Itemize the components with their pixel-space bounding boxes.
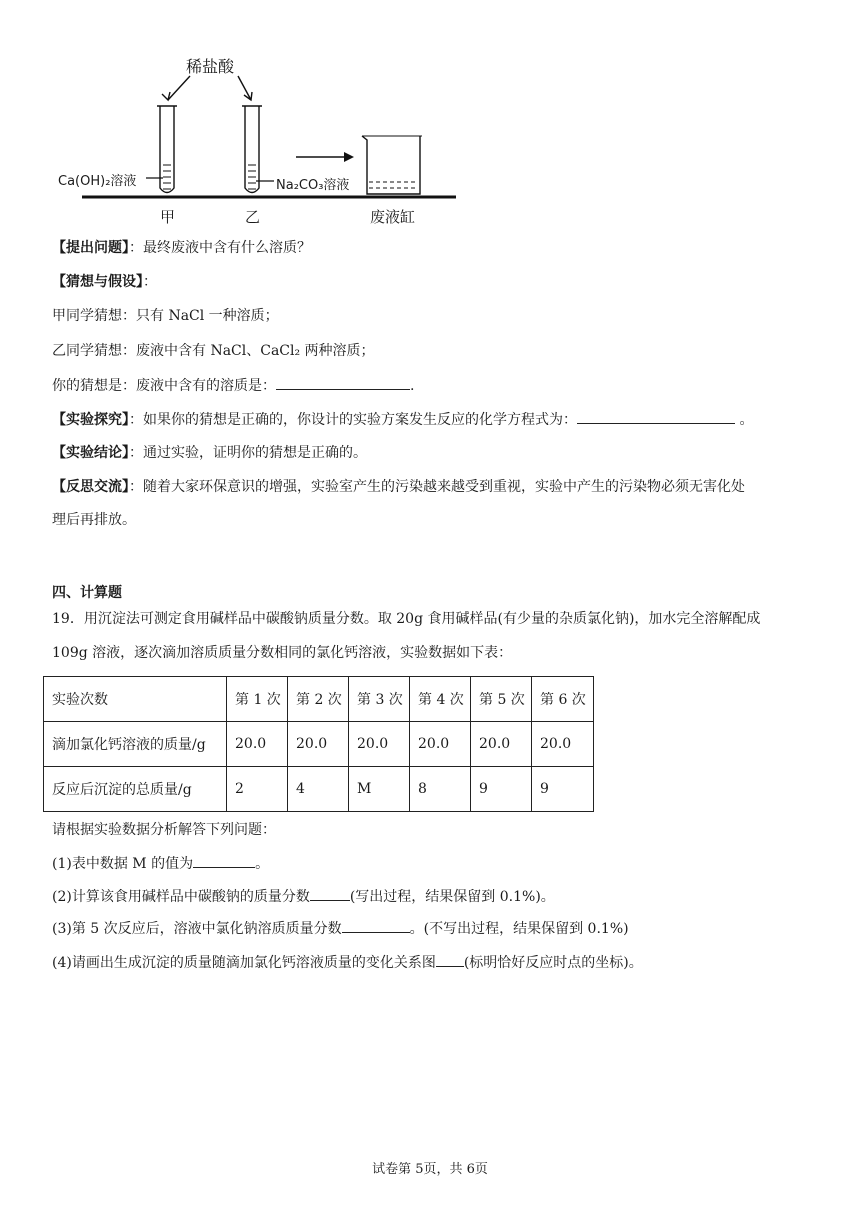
- explore-tag: 【实验探究】: [52, 412, 129, 428]
- hypothesis-colon: ：: [143, 274, 157, 290]
- waste-label: 废液缸: [370, 208, 416, 226]
- experiment-data-table: [43, 676, 594, 812]
- acid-label: 稀盐酸: [186, 57, 235, 76]
- guess-you-end: .: [410, 378, 415, 394]
- experiment-conclusion: [52, 443, 367, 463]
- answer-blank-2[interactable]: [310, 886, 350, 901]
- table-cell: 第 5 次: [471, 677, 532, 722]
- hypothesis-tag: 【猜想与假设】: [52, 274, 143, 290]
- reflection: [52, 477, 745, 497]
- table-cell: 9: [471, 767, 532, 812]
- subquestion-4-end: (标明恰好反应时点的坐标)。: [463, 955, 643, 971]
- subquestion-1: [52, 853, 269, 874]
- table-cell: 20.0: [349, 722, 410, 767]
- table-cell: 20.0: [227, 722, 288, 767]
- question-raise-text: ：最终废液中含有什么溶质？: [129, 240, 311, 256]
- tube-b-label: 乙: [245, 208, 261, 226]
- reflection-text: ：随着大家环保意识的增强，实验室产生的污染越来越受到重视，实验中产生的污染物必须无害化处: [129, 479, 745, 495]
- test-tube-b: [242, 106, 262, 193]
- answer-blank-3[interactable]: [342, 918, 410, 933]
- subquestion-intro: 请根据实验数据分析解答下列问题：: [52, 822, 276, 838]
- table-cell: 4: [288, 767, 349, 812]
- subquestion-3-text: (3)第 5 次反应后，溶液中氯化钠溶质质量分数: [52, 921, 342, 937]
- test-tube-a: [157, 106, 177, 193]
- equation-blank[interactable]: [577, 409, 735, 424]
- subquestion-1-end: 。: [255, 856, 270, 872]
- table-cell: 20.0: [471, 722, 532, 767]
- table-cell: 8: [410, 767, 471, 812]
- table-cell: 实验次数: [44, 677, 227, 722]
- guess-you: [52, 375, 414, 396]
- table-cell: 第 2 次: [288, 677, 349, 722]
- explore-end: 。: [735, 412, 754, 428]
- conclusion-text: ：通过实验，证明你的猜想是正确的。: [129, 445, 367, 461]
- subquestion-3: [52, 918, 629, 939]
- table-row: [44, 722, 594, 767]
- table-cell: 第 3 次: [349, 677, 410, 722]
- q19-line-2: 109g 溶液，逐次滴加溶质质量分数相同的氯化钙溶液，实验数据如下表：: [52, 645, 513, 661]
- table-cell: 第 4 次: [410, 677, 471, 722]
- right-solution-label: Na₂CO₃溶液: [276, 178, 350, 193]
- subquestion-3-end: 。(不写出过程，结果保留到 0.1%): [409, 921, 629, 937]
- subquestion-4-text: (4)请画出生成沉淀的质量随滴加氯化钙溶液质量的变化关系图: [52, 955, 436, 971]
- tube-a-label: 甲: [160, 208, 176, 226]
- q19-line-1: 19．用沉淀法可测定食用碱样品中碳酸钠质量分数。取 20g 食用碱样品(有少量的杂质氯化钠)，加水完全溶解配成: [52, 611, 761, 627]
- table-cell: M: [349, 767, 410, 812]
- page-footer: 试卷第 5页，共 6页: [372, 1162, 488, 1177]
- table-cell: 反应后沉淀的总质量/g: [44, 767, 227, 812]
- guess-answer-blank[interactable]: [276, 375, 410, 390]
- explore-text: ：如果你的猜想是正确的，你设计的实验方案发生反应的化学方程式为：: [129, 412, 577, 428]
- table-row: [44, 767, 594, 812]
- guess-b: 乙同学猜想：废液中含有 NaCl、CaCl₂ 两种溶质；: [52, 343, 375, 359]
- left-solution-label: Ca(OH)₂溶液: [58, 174, 137, 189]
- pour-arrow-icon: [296, 152, 354, 162]
- hypothesis-heading: [52, 272, 157, 292]
- table-cell: 20.0: [410, 722, 471, 767]
- answer-blank-1[interactable]: [193, 853, 255, 868]
- question-raise: [52, 238, 311, 258]
- subquestion-2: [52, 886, 555, 907]
- answer-blank-4[interactable]: [436, 952, 464, 967]
- guess-you-text: 你的猜想是：废液中含有的溶质是：: [52, 378, 276, 394]
- reflection-continued: 理后再排放。: [52, 512, 136, 528]
- table-cell: 2: [227, 767, 288, 812]
- subquestion-2-end: (写出过程，结果保留到 0.1%)。: [349, 889, 555, 905]
- waste-beaker: [362, 136, 422, 194]
- experiment-explore: [52, 409, 753, 430]
- section-title: 四、计算题: [52, 585, 122, 601]
- question-raise-tag: 【提出问题】: [52, 240, 129, 256]
- table-cell: 第 1 次: [227, 677, 288, 722]
- subquestion-1-text: (1)表中数据 M 的值为: [52, 856, 194, 872]
- table-header-row: [44, 677, 594, 722]
- subquestion-4: [52, 952, 643, 973]
- table-cell: 9: [532, 767, 594, 812]
- guess-a: 甲同学猜想：只有 NaCl 一种溶质；: [52, 308, 279, 324]
- table-cell: 20.0: [288, 722, 349, 767]
- reflection-tag: 【反思交流】: [52, 479, 129, 495]
- apparatus-drawing: [0, 0, 860, 240]
- acid-arrows: [162, 76, 252, 100]
- table-cell: 滴加氯化钙溶液的质量/g: [44, 722, 227, 767]
- table-cell: 20.0: [532, 722, 594, 767]
- conclusion-tag: 【实验结论】: [52, 445, 129, 461]
- subquestion-2-text: (2)计算该食用碱样品中碳酸钠的质量分数: [52, 889, 310, 905]
- table-cell: 第 6 次: [532, 677, 594, 722]
